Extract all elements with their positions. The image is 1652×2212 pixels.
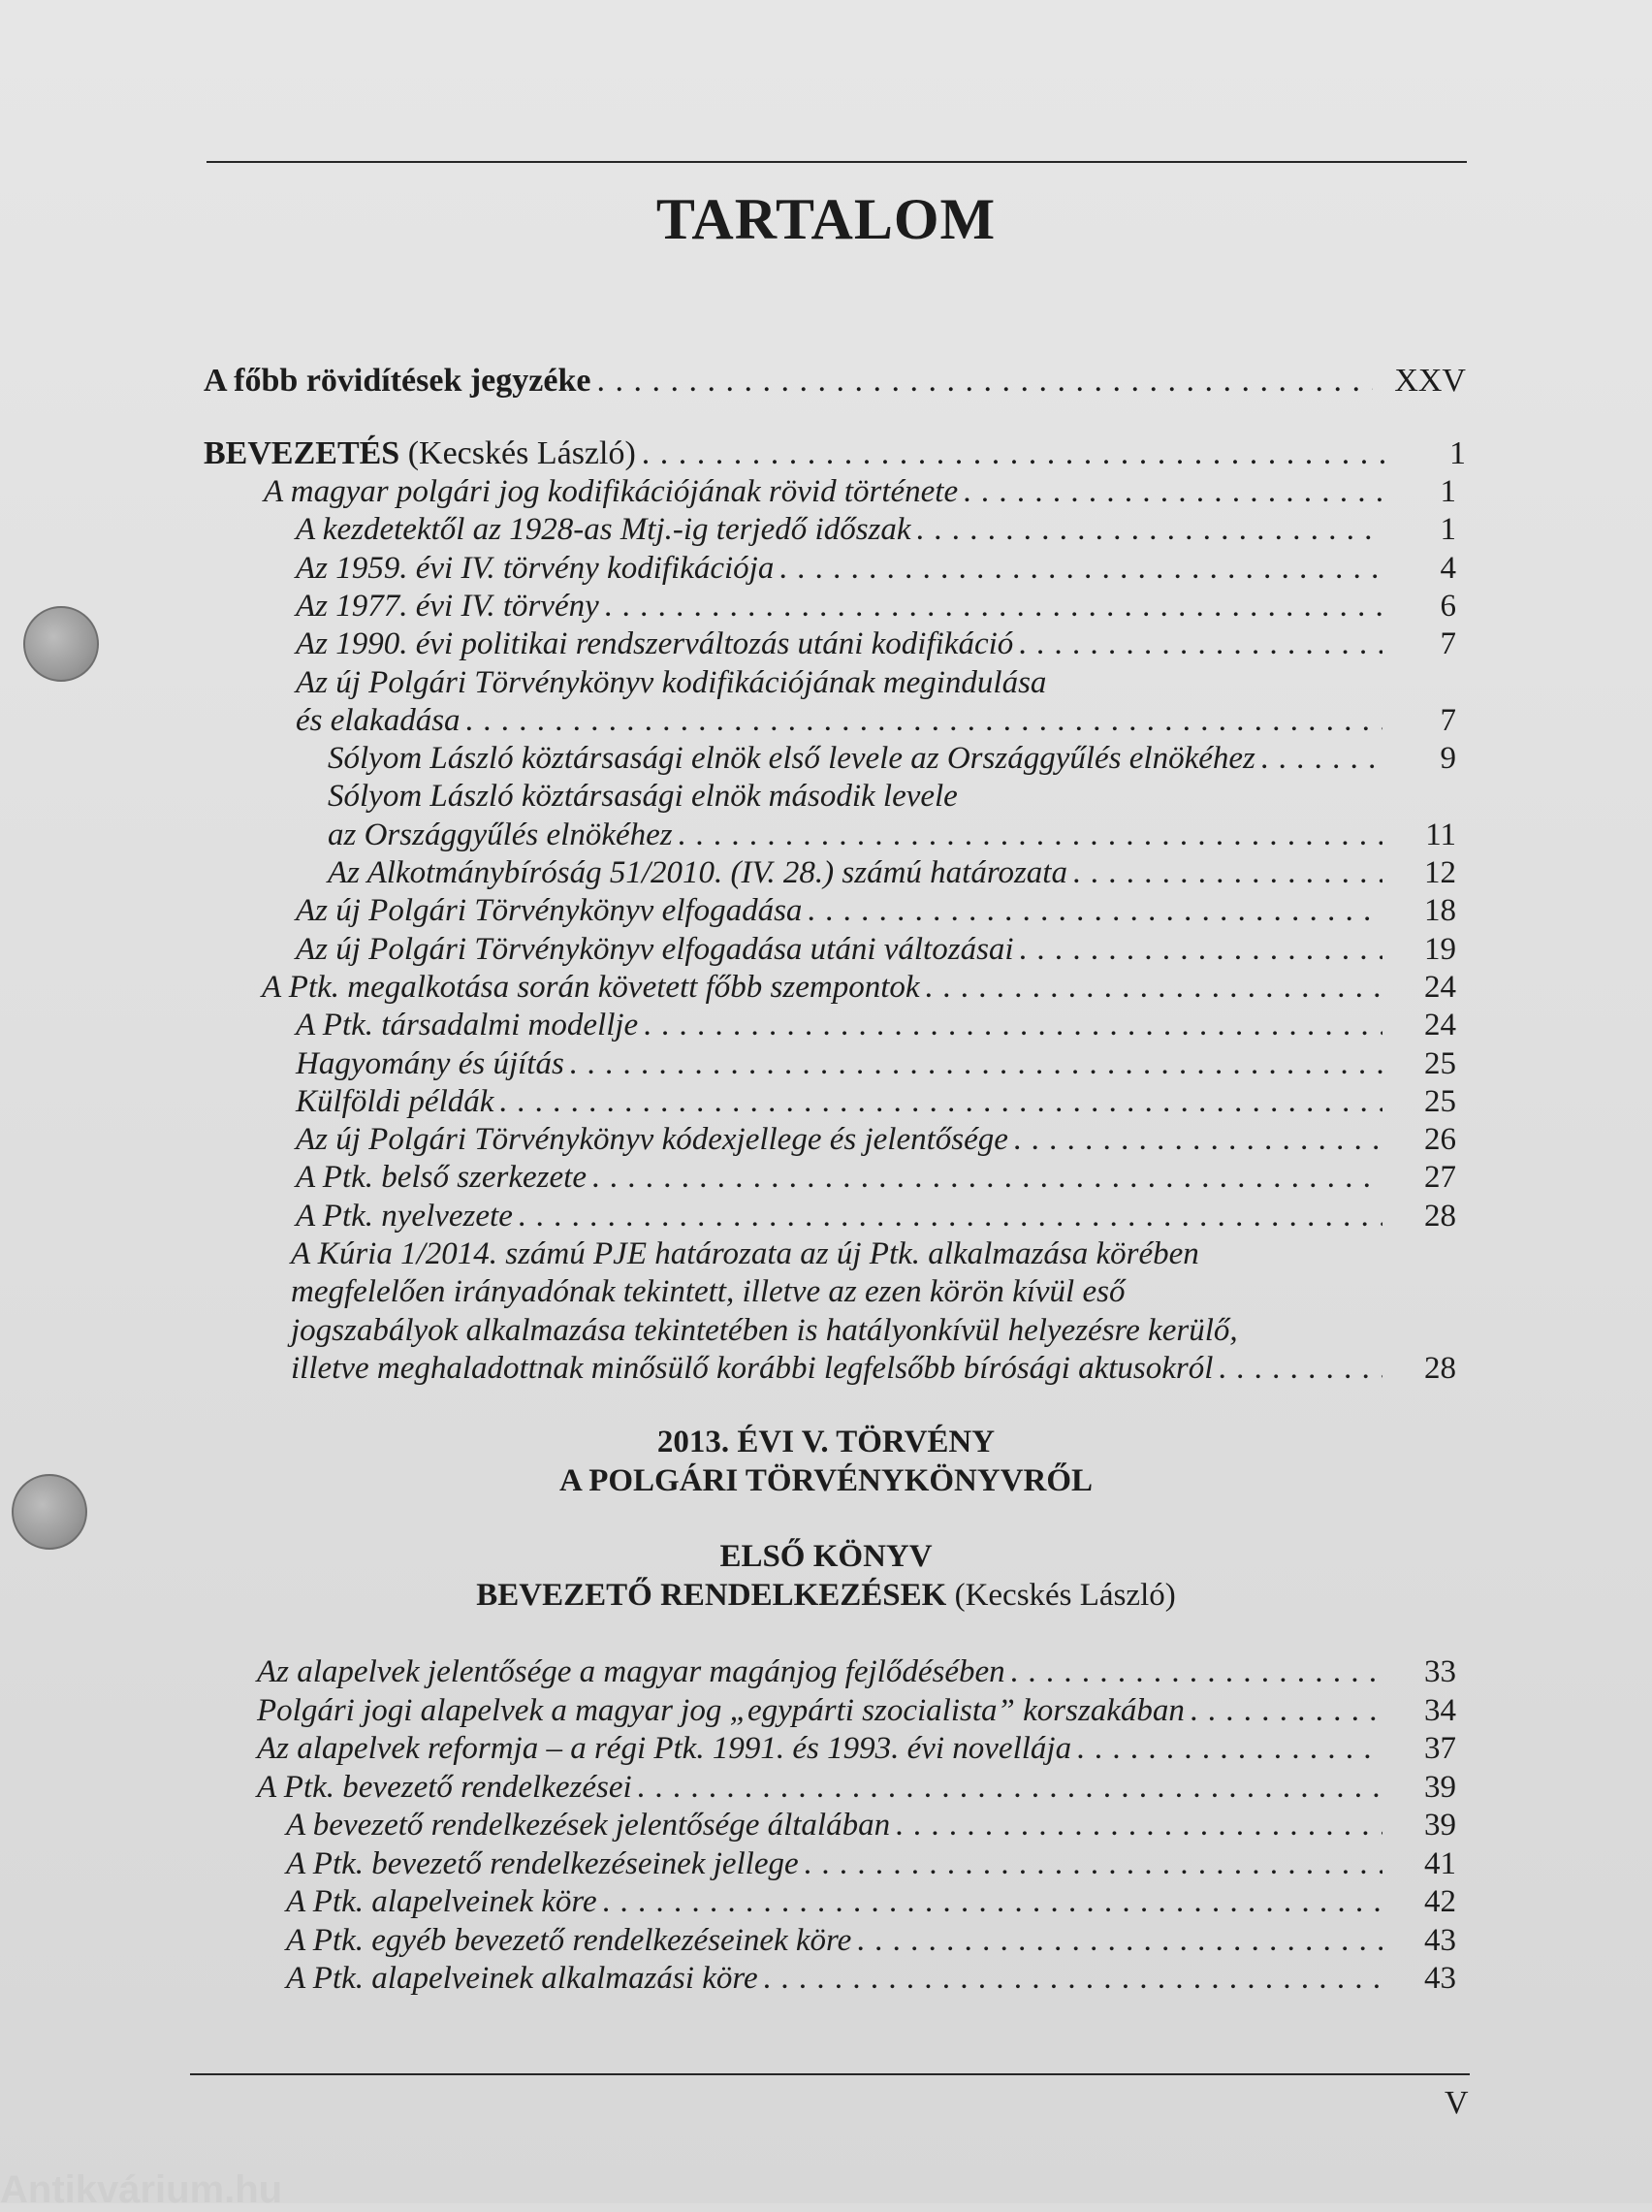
toc-entry-page: 34 bbox=[1424, 1692, 1456, 1728]
dot-leader bbox=[1261, 740, 1382, 777]
toc-entry-label: Az alapelvek reformja – a régi Ptk. 1991. és 1993. évi novellája bbox=[257, 1731, 1072, 1766]
punch-hole bbox=[23, 606, 99, 682]
toc-entry-12[interactable] bbox=[296, 892, 1456, 929]
toc-entry-page: XXV bbox=[1394, 363, 1466, 399]
dot-leader bbox=[499, 1083, 1382, 1120]
toc-entry-page: 18 bbox=[1424, 893, 1456, 929]
toc-entry-16[interactable] bbox=[296, 1045, 1456, 1082]
toc-entry-label: A Kúria 1/2014. számú PJE határozata az új Ptk. alkalmazása körében bbox=[291, 1236, 1199, 1271]
toc-entry-page: 28 bbox=[1424, 1350, 1456, 1386]
toc-entry-page: 24 bbox=[1424, 1008, 1456, 1043]
toc-entry-15[interactable] bbox=[296, 1007, 1456, 1043]
toc-entry-page: 12 bbox=[1424, 855, 1456, 890]
toc-entry-label: A Ptk. alapelveinek köre bbox=[286, 1884, 597, 1919]
dot-leader bbox=[679, 817, 1382, 853]
book-heading-line2 bbox=[0, 1576, 1652, 1615]
toc-entry-page: 25 bbox=[1424, 1045, 1456, 1081]
toc-entry-18[interactable] bbox=[296, 1121, 1456, 1158]
toc-entry-label: A Ptk. belső szerkezete bbox=[296, 1160, 587, 1196]
toc-entry-10[interactable] bbox=[328, 817, 1456, 853]
dot-leader bbox=[1019, 625, 1382, 662]
toc-entry-label: Az 1990. évi politikai rendszerváltozás utáni kodifikáció bbox=[296, 626, 1014, 662]
toc-entry-page: 1 bbox=[1440, 474, 1456, 509]
toc-entry-page: 25 bbox=[1424, 1083, 1456, 1119]
book-entry-7[interactable] bbox=[286, 1883, 1456, 1920]
toc-entry-7[interactable] bbox=[296, 702, 1456, 739]
page-number: V bbox=[1445, 2085, 1469, 2121]
toc-entry-11[interactable] bbox=[328, 854, 1456, 891]
toc-entry-author: (Kecskés László) bbox=[407, 435, 636, 471]
toc-entry-label: Sólyom László köztársasági elnök második levele bbox=[328, 779, 958, 815]
toc-entry-2[interactable] bbox=[296, 511, 1456, 548]
dot-leader bbox=[779, 550, 1382, 587]
toc-entry-label: megfelelően irányadónak tekintett, illetve az ezen körön kívül eső bbox=[291, 1274, 1126, 1310]
toc-entry-17[interactable] bbox=[296, 1083, 1456, 1120]
toc-entry-page: 11 bbox=[1425, 817, 1456, 852]
book-entry-6[interactable] bbox=[286, 1845, 1456, 1882]
dot-leader bbox=[570, 1045, 1382, 1082]
book-entry-8[interactable] bbox=[286, 1922, 1456, 1959]
toc-entry-label: és elakadása bbox=[296, 702, 461, 738]
toc-entry-page: 42 bbox=[1424, 1884, 1456, 1919]
toc-entry-abbreviations[interactable] bbox=[204, 363, 1466, 400]
toc-entry-5[interactable] bbox=[296, 625, 1456, 662]
toc-entry-page: 24 bbox=[1424, 969, 1456, 1005]
toc-entry-label: A bevezető rendelkezések jelentősége általában bbox=[286, 1808, 891, 1843]
toc-entry-24[interactable] bbox=[291, 1350, 1456, 1387]
dot-leader bbox=[808, 892, 1382, 929]
dot-leader bbox=[805, 1845, 1382, 1882]
book-heading-author: (Kecskés László) bbox=[954, 1578, 1176, 1613]
dot-leader bbox=[466, 702, 1382, 739]
toc-entry-page: 1 bbox=[1440, 512, 1456, 548]
toc-entry-page: 43 bbox=[1424, 1961, 1456, 1996]
dot-leader bbox=[1077, 1730, 1382, 1767]
book-entry-1[interactable] bbox=[257, 1653, 1456, 1690]
toc-entry-4[interactable] bbox=[296, 588, 1456, 625]
dot-leader bbox=[605, 588, 1382, 625]
toc-entry-8[interactable] bbox=[328, 740, 1456, 777]
toc-entry-label: A Ptk. megalkotása során követett főbb szempontok bbox=[262, 969, 920, 1005]
dot-leader bbox=[917, 511, 1382, 548]
dot-leader bbox=[603, 1883, 1382, 1920]
toc-entry-9[interactable] bbox=[328, 778, 1456, 815]
toc-entry-page: 1 bbox=[1449, 435, 1466, 471]
toc-entry-13[interactable] bbox=[296, 931, 1456, 968]
toc-entry-3[interactable] bbox=[296, 550, 1456, 587]
toc-entry-20[interactable] bbox=[296, 1198, 1456, 1234]
toc-entry-label: Polgári jogi alapelvek a magyar jog „egypárti szocialista” korszakában bbox=[257, 1692, 1185, 1728]
toc-entry-label: A Ptk. nyelvezete bbox=[296, 1198, 513, 1234]
toc-entry-label: jogszabályok alkalmazása tekintetében is hatályonkívül helyezésre kerülő, bbox=[291, 1312, 1238, 1348]
toc-entry-page: 33 bbox=[1424, 1654, 1456, 1689]
dot-leader bbox=[592, 1159, 1382, 1196]
toc-entry-1[interactable] bbox=[264, 473, 1456, 510]
toc-entry-page: 41 bbox=[1424, 1845, 1456, 1881]
book-entry-3[interactable] bbox=[257, 1730, 1456, 1767]
toc-entry-page: 19 bbox=[1424, 931, 1456, 967]
dot-leader bbox=[857, 1922, 1382, 1959]
dot-leader bbox=[644, 1007, 1382, 1043]
toc-entry-label: A magyar polgári jog kodifikációjának rövid története bbox=[264, 474, 959, 509]
toc-entry-label: Sólyom László köztársasági elnök első levele az Országgyűlés elnökéhez bbox=[328, 741, 1255, 777]
dot-leader bbox=[519, 1198, 1382, 1234]
dot-leader bbox=[1191, 1692, 1382, 1729]
toc-entry-page: 9 bbox=[1440, 741, 1456, 777]
law-heading-line1: 2013. ÉVI V. TÖRVÉNY bbox=[656, 1425, 996, 1459]
book-entry-2[interactable] bbox=[257, 1692, 1456, 1729]
toc-entry-label: Az alapelvek jelentősége a magyar magánjog fejlődésében bbox=[257, 1654, 1005, 1689]
bottom-rule bbox=[190, 2073, 1470, 2075]
toc-entry-page: 28 bbox=[1424, 1198, 1456, 1234]
toc-entry-label: Külföldi példák bbox=[296, 1083, 494, 1119]
dot-leader bbox=[1020, 931, 1382, 968]
top-rule bbox=[206, 161, 1467, 163]
toc-entry-label: Az Alkotmánybíróság 51/2010. (IV. 28.) számú határozata bbox=[328, 855, 1067, 890]
watermark-logo: Antikvárium.hu bbox=[0, 2168, 283, 2211]
toc-entry-page: 39 bbox=[1424, 1769, 1456, 1805]
toc-entry-label: Az új Polgári Törvénykönyv kódexjellege és jelentősége bbox=[296, 1122, 1008, 1158]
toc-entry-label: Az 1977. évi IV. törvény bbox=[296, 588, 599, 624]
book-entry-5[interactable] bbox=[286, 1807, 1456, 1843]
toc-entry-21[interactable] bbox=[291, 1235, 1456, 1272]
book-entry-4[interactable] bbox=[257, 1769, 1456, 1806]
toc-entry-label: Az 1959. évi IV. törvény kodifikációja bbox=[296, 550, 775, 586]
dot-leader bbox=[926, 969, 1382, 1006]
toc-entry-page: 7 bbox=[1440, 702, 1456, 738]
toc-entry-page: 43 bbox=[1424, 1922, 1456, 1958]
page-title: TARTALOM bbox=[655, 187, 997, 251]
toc-entry-6[interactable] bbox=[296, 664, 1456, 701]
book-heading-title: BEVEZETŐ RENDELKEZÉSEK bbox=[476, 1578, 947, 1613]
toc-entry-23[interactable] bbox=[291, 1312, 1456, 1349]
toc-entry-label: Hagyomány és újítás bbox=[296, 1045, 564, 1081]
toc-entry-label: az Országgyűlés elnökéhez bbox=[328, 817, 673, 852]
book-entry-9[interactable] bbox=[286, 1960, 1456, 1997]
toc-entry-label: A Ptk. egyéb bevezető rendelkezéseinek köre bbox=[286, 1922, 852, 1958]
law-heading-line2: A POLGÁRI TÖRVÉNYKÖNYVRŐL bbox=[558, 1463, 1094, 1498]
toc-entry-label: illetve meghaladottnak minősülő korábbi legfelsőbb bírósági aktusokról bbox=[291, 1350, 1214, 1386]
toc-entry-14[interactable] bbox=[262, 969, 1456, 1006]
toc-entry-label: A kezdetektől az 1928-as Mtj.-ig terjedő időszak bbox=[296, 512, 911, 548]
dot-leader bbox=[638, 1769, 1382, 1806]
dot-leader bbox=[896, 1807, 1382, 1843]
dot-leader bbox=[764, 1960, 1382, 1997]
toc-entry-label: A Ptk. társadalmi modellje bbox=[296, 1008, 639, 1043]
toc-entry-page: 27 bbox=[1424, 1160, 1456, 1196]
toc-entry-page: 37 bbox=[1424, 1731, 1456, 1766]
toc-entry-page: 4 bbox=[1440, 550, 1456, 586]
toc-entry-22[interactable] bbox=[291, 1273, 1456, 1310]
toc-entry-introduction[interactable] bbox=[204, 435, 1466, 472]
toc-entry-page: 7 bbox=[1440, 626, 1456, 662]
toc-entry-label: Az új Polgári Törvénykönyv elfogadása bbox=[296, 893, 803, 929]
toc-entry-label: A Ptk. alapelveinek alkalmazási köre bbox=[286, 1961, 758, 1996]
dot-leader bbox=[964, 473, 1382, 510]
toc-entry-page: 6 bbox=[1440, 588, 1456, 624]
toc-entry-label: Az új Polgári Törvénykönyv elfogadása utáni változásai bbox=[296, 931, 1014, 967]
toc-entry-label: A Ptk. bevezető rendelkezései bbox=[257, 1769, 632, 1805]
dot-leader bbox=[1011, 1653, 1382, 1690]
toc-entry-label: BEVEZETÉS bbox=[204, 435, 400, 471]
toc-entry-label: A főbb rövidítések jegyzéke bbox=[204, 363, 591, 399]
dot-leader bbox=[1014, 1121, 1382, 1158]
book-heading-line1: ELSŐ KÖNYV bbox=[719, 1539, 933, 1574]
toc-entry-page: 39 bbox=[1424, 1808, 1456, 1843]
toc-entry-label: A Ptk. bevezető rendelkezéseinek jellege bbox=[286, 1845, 799, 1881]
toc-entry-19[interactable] bbox=[296, 1159, 1456, 1196]
dot-leader bbox=[1219, 1350, 1382, 1387]
toc-entry-page: 26 bbox=[1424, 1122, 1456, 1158]
toc-entry-label: Az új Polgári Törvénykönyv kodifikációjának megindulása bbox=[296, 664, 1047, 700]
dot-leader bbox=[1073, 854, 1382, 891]
